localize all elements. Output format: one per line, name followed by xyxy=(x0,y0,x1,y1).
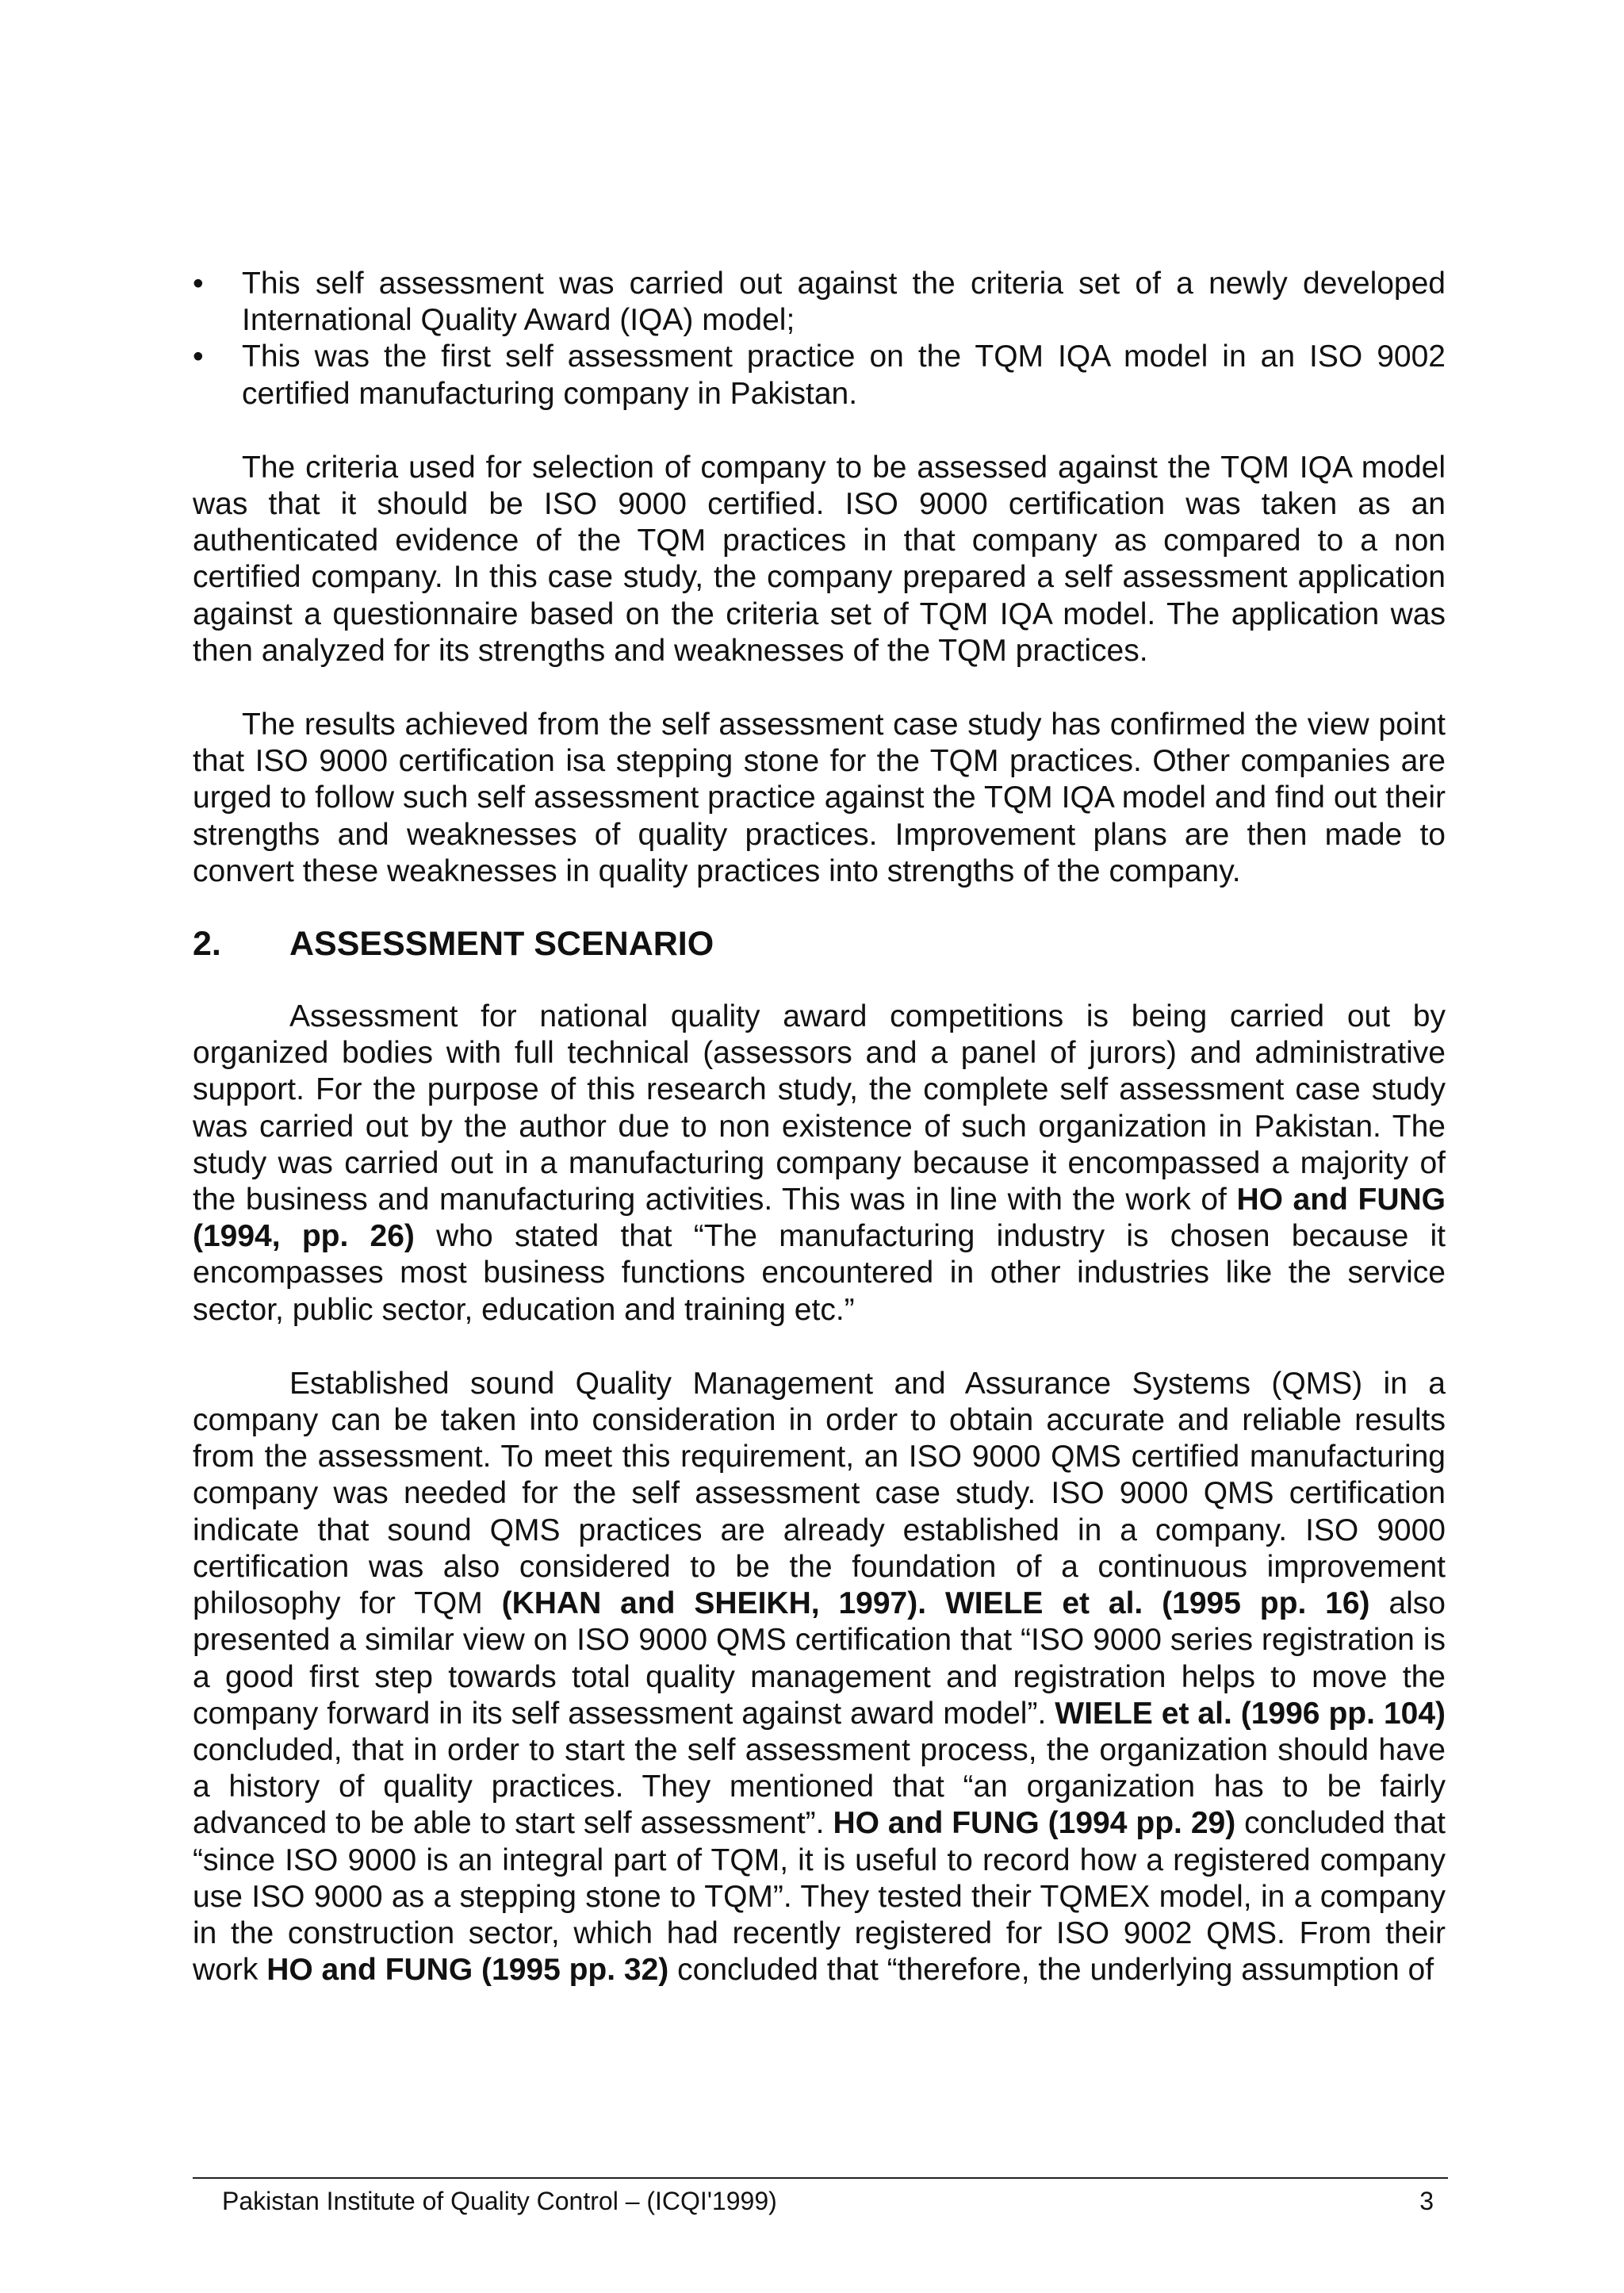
paragraph-text: concluded that “therefore, the underlying assumption of xyxy=(668,1953,1434,1988)
paragraph-text: concluded, that in order to start the self assessment process, the organization should have a history of quality practices. They mentioned that “an organization has to be fairly advanced to be able to start self assessment”. xyxy=(193,1732,1446,1841)
spacer xyxy=(193,964,1446,999)
bullet-text: This was the first self assessment practice on the TQM IQA model in an ISO 9002 certified manufacturing company in Pakistan. xyxy=(242,339,1446,411)
section-title: ASSESSMENT SCENARIO xyxy=(289,925,714,964)
bullet-item xyxy=(193,266,1446,339)
paragraph-text: Established sound Quality Management and Assurance Systems (QMS) in a company can be taken into consideration in order to obtain accurate and reliable results from the assessment. To meet this requirement, an ISO 9000 QMS certified manufacturing company was needed for the self assessment case study. ISO 9000 QMS certification indicate that sound QMS practices are already established in a company. ISO 9000 certification was also considered to be the foundation of a continuous improvement philosophy for TQM xyxy=(193,1366,1446,1621)
bullet-text: This self assessment was carried out against the criteria set of a newly developed International Quality Award (IQA) model; xyxy=(242,266,1446,338)
spacer xyxy=(193,669,1446,707)
page-content xyxy=(193,266,1446,1988)
citation: HO and FUNG (1994 pp. 29) xyxy=(833,1806,1236,1841)
spacer xyxy=(193,890,1446,924)
body-paragraph xyxy=(193,999,1446,1329)
citation: HO and FUNG (1995 pp. 32) xyxy=(266,1953,669,1988)
citation: HO and FUNG (1994, pp. 26) xyxy=(193,1183,1446,1254)
paragraph-text: concluded that “since ISO 9000 is an integral part of TQM, it is useful to record how a registered company use ISO 9000 as a stepping stone to TQM”. They tested their TQMEX model, in a company in the construction sector, which had recently registered for ISO 9002 QMS. From their work xyxy=(193,1806,1446,1988)
section-heading xyxy=(193,924,1446,964)
paragraph-text: who stated that “The manufacturing industry is chosen because it encompasses most business functions encountered in other industries like the service sector, public sector, education and training etc.” xyxy=(193,1219,1446,1327)
intro-paragraph: The results achieved from the self assessment case study has confirmed the view point that ISO 9000 certification isa stepping stone for the TQM practices. Other companies are urged to follow such self assessment practice against the TQM IQA model and find out their strengths and weaknesses of quality practices. Improvement plans are then made to convert these weaknesses in quality practices into strengths of the company. xyxy=(193,707,1446,888)
spacer xyxy=(193,1329,1446,1366)
bullet-item xyxy=(193,339,1446,412)
page-footer xyxy=(222,2185,1434,2217)
paragraph-text: Assessment for national quality award competitions is being carried out by organized bodies with full technical (assessors and a panel of jurors) and administrative support. For the purpose of this research study, the complete self assessment case study was carried out by the author due to non existence of such organization in Pakistan. The study was carried out in a manufacturing company because it encompassed a majority of the business and manufacturing activities. This was in line with the work of xyxy=(193,999,1446,1217)
bullet-list xyxy=(193,266,1446,412)
spacer xyxy=(193,412,1446,450)
page-number: 3 xyxy=(1419,2187,1434,2215)
citation: WIELE et al. (1996 pp. 104) xyxy=(1055,1696,1446,1731)
section-number: 2. xyxy=(193,925,221,964)
bullet-dot-icon: • xyxy=(193,266,204,301)
intro-paragraph: The criteria used for selection of company to be assessed against the TQM IQA model was that it should be ISO 9000 certified. ISO 9000 certification was taken as an authenticated evidence of the TQM practices in that company as compared to a non certified company. In this case study, the company prepared a self assessment application against a questionnaire based on the criteria set of TQM IQA model. The application was then analyzed for its strengths and weaknesses of the TQM practices. xyxy=(193,450,1446,668)
footer-source: Pakistan Institute of Quality Control – (ICQI'1999) xyxy=(222,2187,777,2215)
citation: (KHAN and SHEIKH, 1997). WIELE et al. (1995 pp. 16) xyxy=(501,1586,1370,1621)
footer-divider xyxy=(193,2177,1448,2179)
paragraph-text: also presented a similar view on ISO 9000 QMS certification that “ISO 9000 series registration is a good first step towards total quality management and registration helps to move the company forward in its self assessment against award model”. xyxy=(193,1586,1446,1731)
bullet-dot-icon: • xyxy=(193,339,204,374)
body-paragraph xyxy=(193,1366,1446,1988)
